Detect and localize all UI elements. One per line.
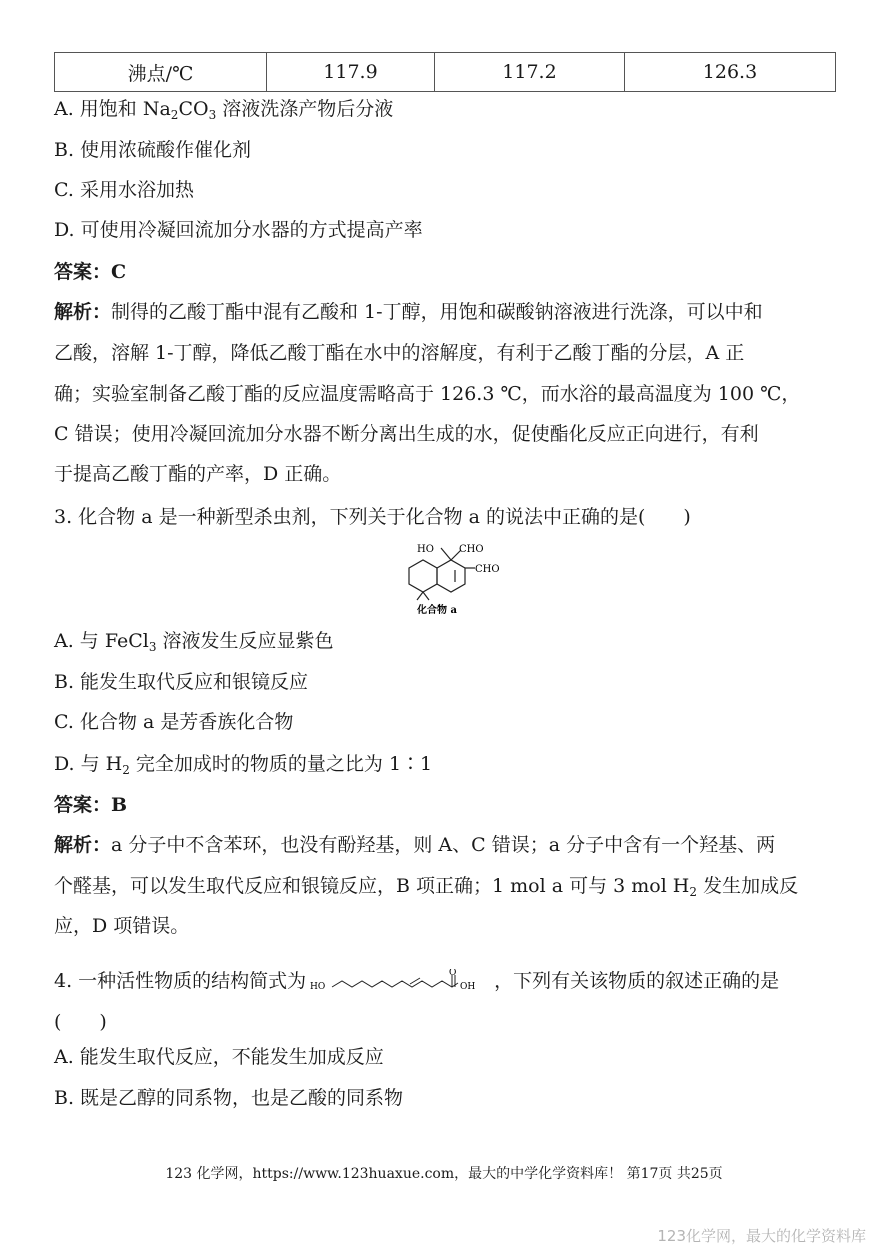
q3-analysis-line: 个醛基，可以发生取代反应和银镜反应，B 项正确；1 mol a 可与 3 mol $H_2$ 发生加成反 (54, 875, 799, 899)
q3-option-b: B. 能发生取代反应和银镜反应 (54, 671, 309, 693)
q3-analysis-line: 解析：a 分子中不含苯环，也没有酚羟基，则 A、C 错误；a 分子中含有一个羟基、两 (54, 834, 776, 856)
q2-analysis-line: 确；实验室制备乙酸丁酯的反应温度需略高于 126.3 ℃，而水浴的最高温度为 100 ℃， (54, 383, 801, 405)
table-cell: 126.3 (625, 53, 836, 92)
table-cell-label: 沸点/℃ (55, 53, 267, 92)
struct-ho-label: HO (417, 544, 434, 555)
q2-option-b: B. 使用浓硫酸作催化剂 (54, 139, 252, 161)
q2-analysis-line: 于提高乙酸丁酯的产率，D 正确。 (54, 463, 342, 485)
struct-cho-label: CHO (475, 564, 500, 575)
q3-option-c: C. 化合物 a 是芳香族化合物 (54, 711, 294, 733)
boiling-point-table (54, 52, 836, 92)
compound-a-structure (395, 538, 515, 618)
q3-stem: 3. 化合物 a 是一种新型杀虫剂，下列关于化合物 a 的说法中正确的是( ) (54, 506, 691, 528)
struct-cho-label: CHO (459, 544, 484, 555)
q2-option-c: C. 采用水浴加热 (54, 179, 194, 201)
q3-answer: 答案：B (54, 794, 128, 816)
struct-ho-label: HO (310, 982, 326, 992)
table-cell: 117.2 (435, 53, 625, 92)
struct-o-label: O (449, 969, 457, 978)
page-footer: 123 化学网，https://www.123huaxue.com，最大的中学化学资料库！ 第17页 共25页 (165, 1166, 723, 1182)
q3-option-a: A. 与 FeCl$_3$ 溶液发生反应显紫色 (54, 630, 334, 654)
q3-option-d: D. 与 $H_2$ 完全加成时的物质的量之比为 1∶1 (54, 753, 433, 777)
q2-analysis-line: 乙酸，溶解 1-丁醇，降低乙酸丁酯在水中的溶解度，有利于乙酸丁酯的分层，A 正 (54, 342, 745, 364)
q2-answer: 答案：C (54, 261, 127, 283)
q4-stem: 4. 一种活性物质的结构简式为 HO O OH ，下列有关该物质的叙述正确的是 (54, 968, 779, 995)
q2-option-a: A. 用饱和 $Na_2CO_3$ 溶液洗涤产物后分液 (54, 98, 394, 122)
q3-analysis-line: 应，D 项错误。 (54, 915, 190, 937)
activity-compound-structure (306, 969, 494, 995)
table-row (55, 53, 836, 92)
q4-option-a: A. 能发生取代反应，不能发生加成反应 (54, 1046, 384, 1068)
table-cell: 117.9 (267, 53, 435, 92)
q4-option-b: B. 既是乙醇的同系物，也是乙酸的同系物 (54, 1087, 404, 1109)
q2-analysis-line: C 错误；使用冷凝回流加分水器不断分离出生成的水，促使酯化反应正向进行，有利 (54, 423, 759, 445)
q2-option-d: D. 可使用冷凝回流加分水器的方式提高产率 (54, 219, 423, 241)
struct-oh-label: OH (460, 982, 476, 992)
watermark: 123化学网，最大的化学资料库 (657, 1227, 866, 1245)
struct-caption: 化合物 a (417, 605, 457, 616)
q4-blank: ( ) (54, 1011, 107, 1033)
q2-analysis-line: 解析：制得的乙酸丁酯中混有乙酸和 1-丁醇，用饱和碳酸钠溶液进行洗涤，可以中和 (54, 301, 763, 323)
